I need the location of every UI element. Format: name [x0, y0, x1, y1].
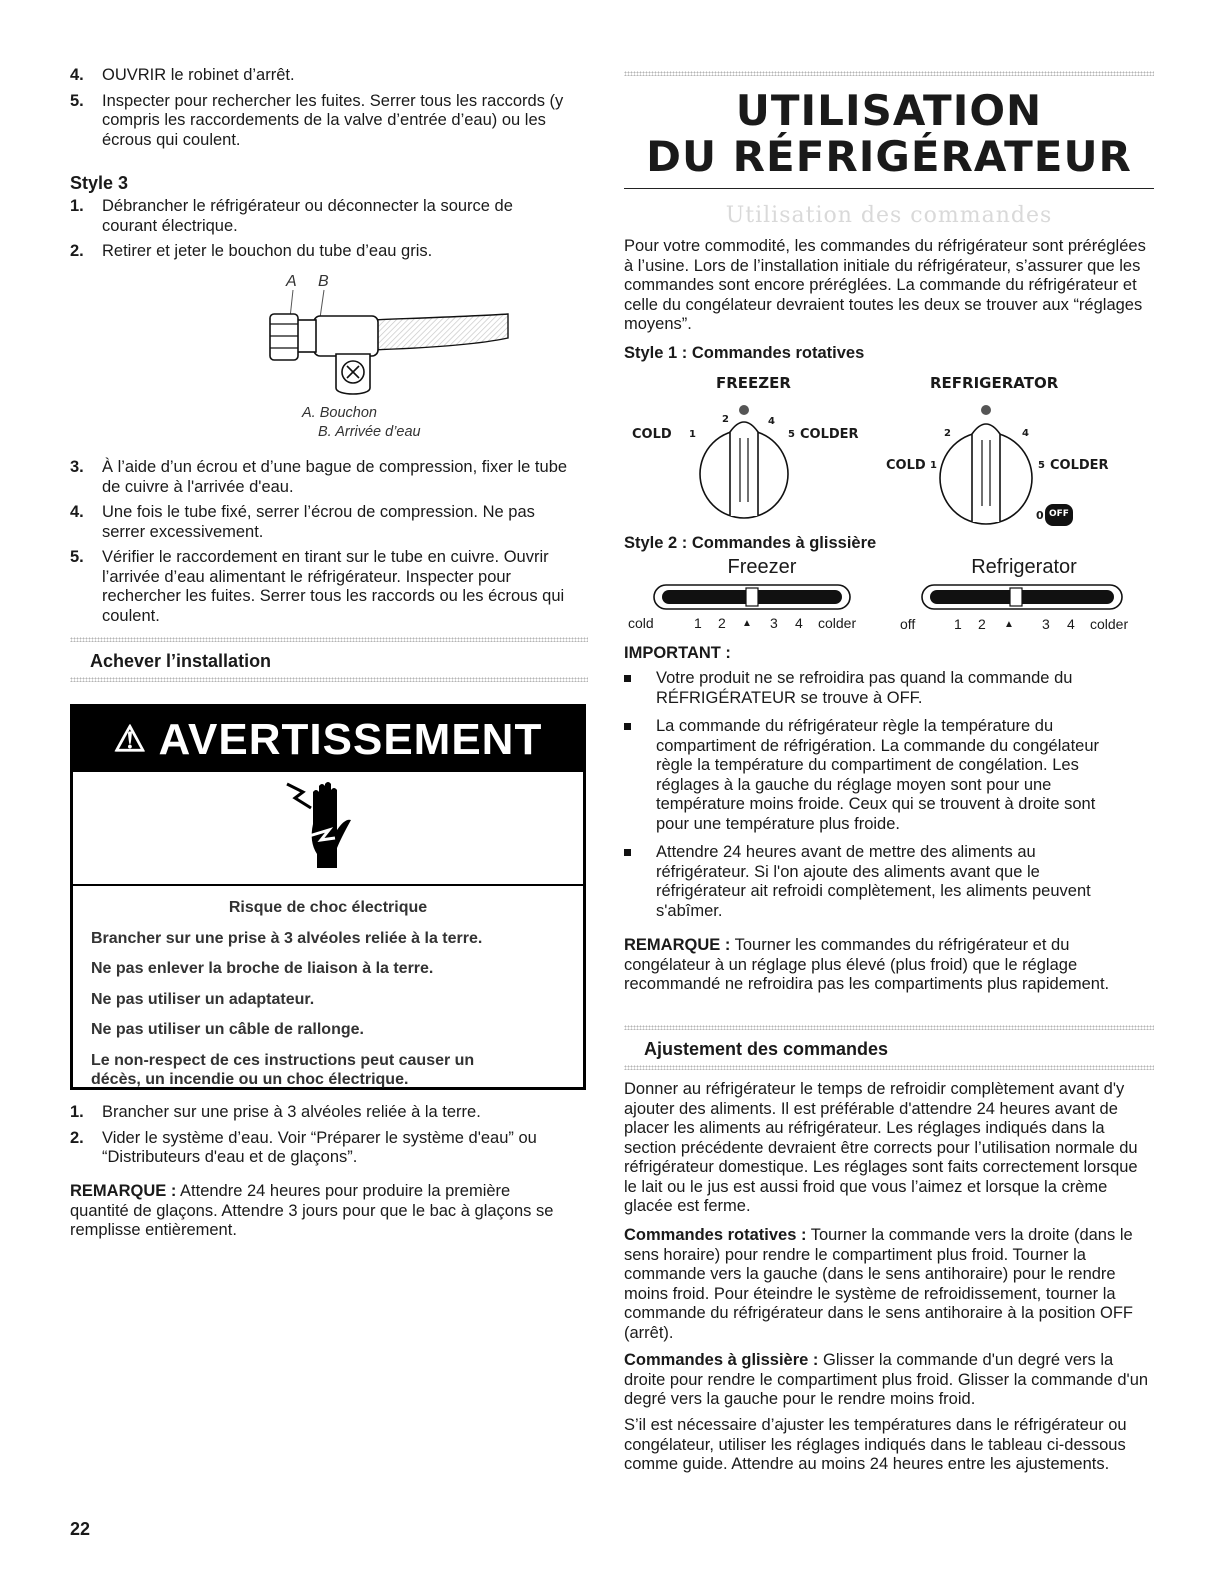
- glissiere-paragraph: Commandes à glissière : Glisser la commande d'un degré vers la droite pour rendre le compartiment plus froid. Glisser la commande d'un degré vers la gauche pour le rendre moins froid.: [624, 1351, 1149, 1408]
- page-number: 22: [70, 1519, 91, 1539]
- figure-label-b: B: [318, 273, 329, 290]
- divider: [70, 637, 588, 642]
- figure-label-a: A: [286, 273, 297, 290]
- section-subtitle: Utilisation des commandes: [725, 203, 1053, 228]
- last-paragraph: S’il est nécessaire d’ajuster les températures dans le réfrigérateur ou congélateur, utiliser les réglages indiqués dans le tableau ci-dessous comme guide. Attendre au moins 24 heures entre les ajustements.: [624, 1416, 1127, 1473]
- page-title-line1: UTILISATION: [735, 86, 1043, 135]
- divider: [70, 677, 588, 682]
- warning-line: Brancher sur une prise à 3 alvéoles reliée à la terre.: [91, 929, 483, 947]
- style3-steps: [70, 197, 570, 268]
- bullet-square-icon: [624, 849, 631, 856]
- rotatives-paragraph: Commandes rotatives : Tourner la commande vers la droite (dans le sens horaire) pour rendre le compartiment plus froid. Tourner la commande vers la gauche (dans le sens antihoraire) pour le rendre moins froid. Pour éteindre le système de refroidissement, tourner la commande du réfrigérateur dans le sens antihoraire à la position OFF (arrêt).: [624, 1226, 1134, 1342]
- list-item: 4. Une fois le tube fixé, serrer l’écrou de compression. Ne pas serrer excessivement.: [70, 503, 535, 541]
- style2-heading: Style 2 : Commandes à glissière: [624, 534, 877, 552]
- divider: [624, 71, 1154, 76]
- warning-line: Ne pas utiliser un adaptateur.: [91, 990, 315, 1008]
- section-title: Ajustement des commandes: [644, 1039, 889, 1059]
- intro-text: Pour votre commodité, les commandes du réfrigérateur sont préréglées à l’usine. Lors de l’installation initiale du réfrigérateur, s’assurer que les commandes sont encore préréglées. La commande du réfrigérateur et celle du congélateur devraient toutes les deux se trouver aux “réglages moyens”.: [624, 237, 1146, 333]
- list-item: 5. Inspecter pour rechercher les fuites. Serrer tous les raccords (y compris les raccordements de la valve d’entrée d’eau) ou les écrous qui coulent.: [70, 91, 564, 149]
- off-badge: OFF: [1045, 504, 1073, 526]
- adjust-paragraph: Donner au réfrigérateur le temps de refroidir complètement avant d'y ajouter des aliments. Il est préférable d'attendre 24 heures avant de placer les aliments au réfrigérateur. Les réglages indiqués dans la section précédente devraient être corrects pour l’utilisation normale du réfrigérateur domestique. Les réglages sont faits correctement lorsque le lait ou le jus est aussi froid que vous l’aimez et lorsque la crème glacée est ferme.: [624, 1080, 1138, 1215]
- warning-line: Ne pas enlever la broche de liaison à la terre.: [91, 960, 434, 977]
- divider: [624, 188, 1154, 189]
- rotary-controls: FREEZER REFRIGERATOR COLD 1 2 4 5 COLDER COLD 1 2 4 5 COLDER 0 OFF: [624, 372, 1154, 532]
- divider: [624, 1025, 1154, 1030]
- list-item: Votre produit ne se refroidira pas quand la commande du RÉFRIGÉRATEUR se trouve à OFF.: [624, 669, 1124, 708]
- electric-shock-hand-icon: [285, 778, 365, 878]
- list-item: 4. OUVRIR le robinet d’arrêt.: [70, 66, 295, 84]
- figure-caption-b: B. Arrivée d’eau: [318, 424, 421, 440]
- water-tube-figure: [190, 270, 510, 440]
- remarque-left: REMARQUE : Attendre 24 heures pour produire la première quantité de glaçons. Attendre 3 jours pour que le bac à glaçons se remplisse entièrement.: [70, 1182, 554, 1239]
- section-title: Achever l’installation: [90, 651, 272, 671]
- warning-final: Le non-respect de ces instructions peut causer un décès, un incendie ou un choc électrique.: [91, 1051, 475, 1088]
- warning-box: [70, 704, 586, 1090]
- tube-illustration: [190, 288, 510, 400]
- warning-risk: Risque de choc électrique: [228, 899, 428, 916]
- freezer-slider-thumb: [746, 588, 758, 606]
- warning-triangle-icon: ⚠: [113, 718, 147, 759]
- figure-caption-a: A. Bouchon: [302, 405, 377, 421]
- freezer-rotary-label: FREEZER: [716, 374, 791, 392]
- important-label: IMPORTANT :: [624, 644, 731, 662]
- steps-top: [70, 66, 590, 150]
- shock-hazard-illustration: [73, 772, 583, 886]
- list-item: 3. À l’aide d’un écrou et d’une bague de compression, fixer le tube de cuivre à l'arrivée d'eau.: [70, 458, 568, 496]
- remarque-right: REMARQUE : Tourner les commandes du réfrigérateur et du congélateur à un réglage plus élevé (plus froid) que le réglage recommandé ne refroidira pas les compartiments plus rapidement.: [624, 936, 1110, 993]
- style3-steps-more: [70, 458, 580, 632]
- freezer-slider-label: Freezer: [727, 556, 797, 578]
- final-steps: [70, 1103, 580, 1174]
- divider: [624, 1065, 1154, 1070]
- list-item: 2. Retirer et jeter le bouchon du tube d’eau gris.: [70, 242, 433, 260]
- list-item: 1. Débrancher le réfrigérateur ou déconnecter la source de courant électrique.: [70, 197, 513, 235]
- warning-body: [73, 886, 583, 1107]
- refrigerator-rotary-label: REFRIGERATOR: [930, 374, 1059, 392]
- list-item: Attendre 24 heures avant de mettre des aliments au réfrigérateur. Si l'on ajoute des aliments avant que le réfrigérateur ait refroidi complètement, les aliments peuvent s'abîmer.: [624, 843, 1124, 921]
- warning-line: Ne pas utiliser un câble de rallonge.: [91, 1021, 364, 1038]
- list-item: 1. Brancher sur une prise à 3 alvéoles reliée à la terre.: [70, 1103, 481, 1121]
- slider-controls: Freezer Refrigerator cold 1 2 ▲ 3 4 colder off 1 2 ▲ 3 4 colder: [628, 556, 1129, 632]
- list-item: 5. Vérifier le raccordement en tirant sur le tube en cuivre. Ouvrir l’arrivée d’eau alimentant le réfrigérateur. Inspecter pour rechercher les fuites. Serrer tous les raccords ou les écrous qui coulent.: [70, 548, 565, 625]
- style1-heading: Style 1 : Commandes rotatives: [624, 344, 865, 362]
- refrigerator-slider-label: Refrigerator: [971, 556, 1077, 578]
- warning-header: ⚠ AVERTISSEMENT: [73, 707, 583, 772]
- list-item: 2. Vider le système d’eau. Voir “Préparer le système d'eau” ou “Distributeurs d'eau et de glaçons”.: [70, 1128, 537, 1166]
- list-item: La commande du réfrigérateur règle la température du compartiment de réfrigération. La commande du congélateur règle la température du compartiment de congélation. Les réglages à la gauche du réglage moyen sont pour une température moins froide. Ceux qui se trouvent à droite sont pour une température plus froide.: [624, 717, 1124, 834]
- freezer-slider[interactable]: [652, 582, 852, 612]
- freezer-dial-knob[interactable]: [696, 402, 792, 526]
- refrigerator-dial-knob[interactable]: [936, 402, 1036, 530]
- bullet-square-icon: [624, 675, 631, 682]
- important-list: [624, 669, 1124, 930]
- style3-heading: Style 3: [70, 173, 129, 193]
- page-title-line2: DU RÉFRIGÉRATEUR: [646, 132, 1132, 181]
- refrigerator-slider[interactable]: [920, 582, 1124, 612]
- refrigerator-slider-thumb: [1010, 588, 1022, 606]
- bullet-square-icon: [624, 723, 631, 730]
